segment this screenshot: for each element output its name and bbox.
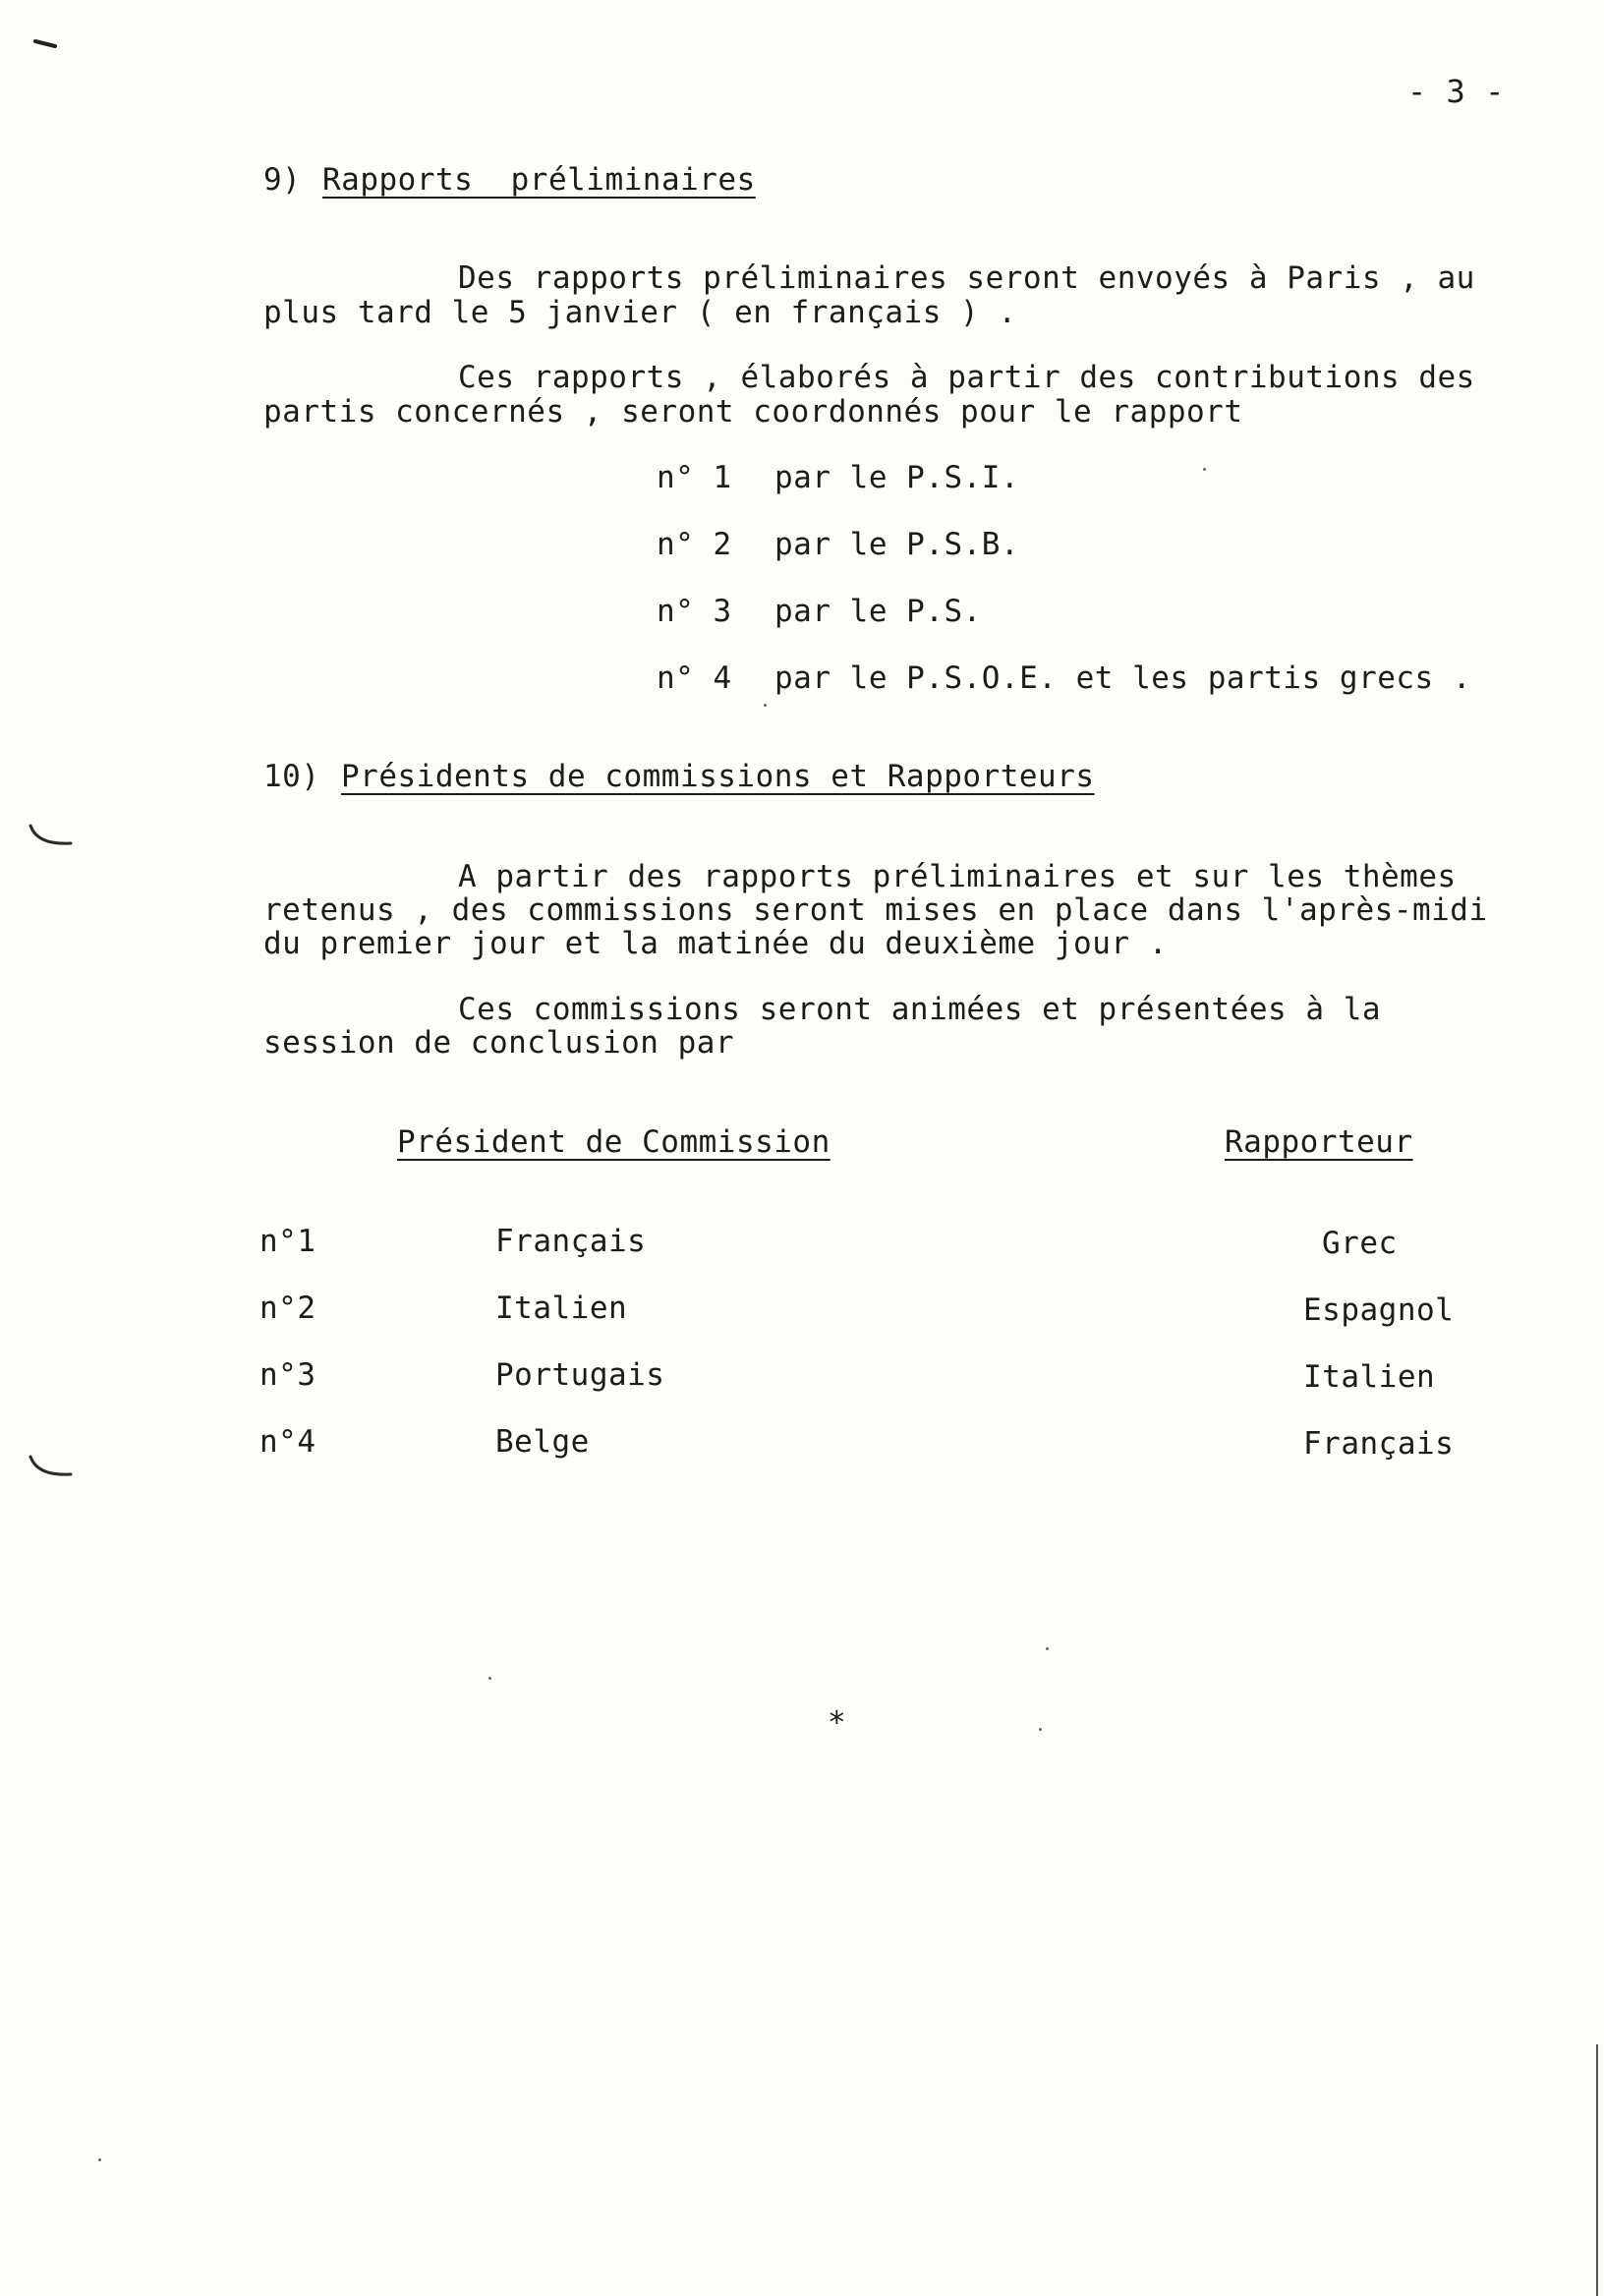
section-10-paragraph-1-line-2: retenus , des commissions seront mises en place dans l'après-midi [263, 892, 1488, 928]
section-10-number: 10) [263, 759, 320, 794]
section-10-paragraph-2-line-1: Ces commissions seront animées et présentées à la [458, 992, 1382, 1027]
table-row-3-president: Portugais [495, 1357, 665, 1393]
section-10-paragraph-1-line-3: du premier jour et la matinée du deuxième jour . [263, 926, 1168, 961]
section-9-paragraph-2-line-1: Ces rapports , élaborés à partir des contributions des [458, 360, 1475, 395]
section-9-heading: Rapports préliminaires [322, 162, 756, 198]
table-row-4-president: Belge [495, 1424, 590, 1460]
speck [764, 704, 767, 707]
section-9-number: 9) [263, 162, 302, 198]
table-header-president: Président de Commission [397, 1124, 831, 1160]
speck [98, 2158, 101, 2161]
table-row-3-number: n°3 [259, 1357, 316, 1393]
binder-hole-mark-bottom [28, 1453, 75, 1482]
table-row-2-rapporteur: Espagnol [1303, 1292, 1455, 1328]
report-item-2-text: par le P.S.B. [774, 527, 1020, 562]
table-row-1-number: n°1 [259, 1224, 316, 1259]
report-item-2-number: n° 2 [657, 527, 732, 562]
section-10-paragraph-2-line-2: session de conclusion par [263, 1025, 735, 1061]
end-asterisk: * [828, 1705, 847, 1741]
section-9-paragraph-1-line-2: plus tard le 5 janvier ( en français ) . [263, 295, 1017, 330]
section-10-heading: Présidents de commissions et Rapporteurs [341, 759, 1095, 794]
table-row-4-number: n°4 [259, 1424, 316, 1460]
section-9-paragraph-1-line-1: Des rapports préliminaires seront envoyés à Paris , au [458, 260, 1475, 296]
speck [488, 1677, 491, 1680]
report-item-3-number: n° 3 [657, 594, 732, 629]
corner-scan-mark [33, 37, 73, 57]
section-10-paragraph-1-line-1: A partir des rapports préliminaires et sur les thèmes [458, 859, 1457, 894]
table-header-rapporteur: Rapporteur [1225, 1124, 1413, 1160]
table-row-1-rapporteur: Grec [1322, 1226, 1398, 1261]
report-item-4-text: par le P.S.O.E. et les partis grecs . [774, 660, 1472, 696]
page-number: - 3 - [1407, 73, 1505, 110]
report-item-1-text: par le P.S.I. [774, 460, 1020, 495]
table-row-4-rapporteur: Français [1303, 1426, 1455, 1462]
speck [1046, 1647, 1049, 1650]
report-item-3-text: par le P.S. [774, 594, 982, 629]
speck [1039, 1728, 1042, 1731]
report-item-1-number: n° 1 [657, 460, 732, 495]
table-row-3-rapporteur: Italien [1303, 1359, 1436, 1395]
section-9-paragraph-2-line-2: partis concernés , seront coordonnés pour le rapport [263, 394, 1243, 430]
table-row-2-president: Italien [495, 1291, 628, 1326]
table-row-2-number: n°2 [259, 1291, 316, 1326]
right-edge-line [1594, 2044, 1600, 2296]
report-item-4-number: n° 4 [657, 660, 732, 696]
binder-hole-mark-top [28, 822, 75, 851]
speck [1203, 468, 1206, 471]
table-row-1-president: Français [495, 1224, 647, 1259]
